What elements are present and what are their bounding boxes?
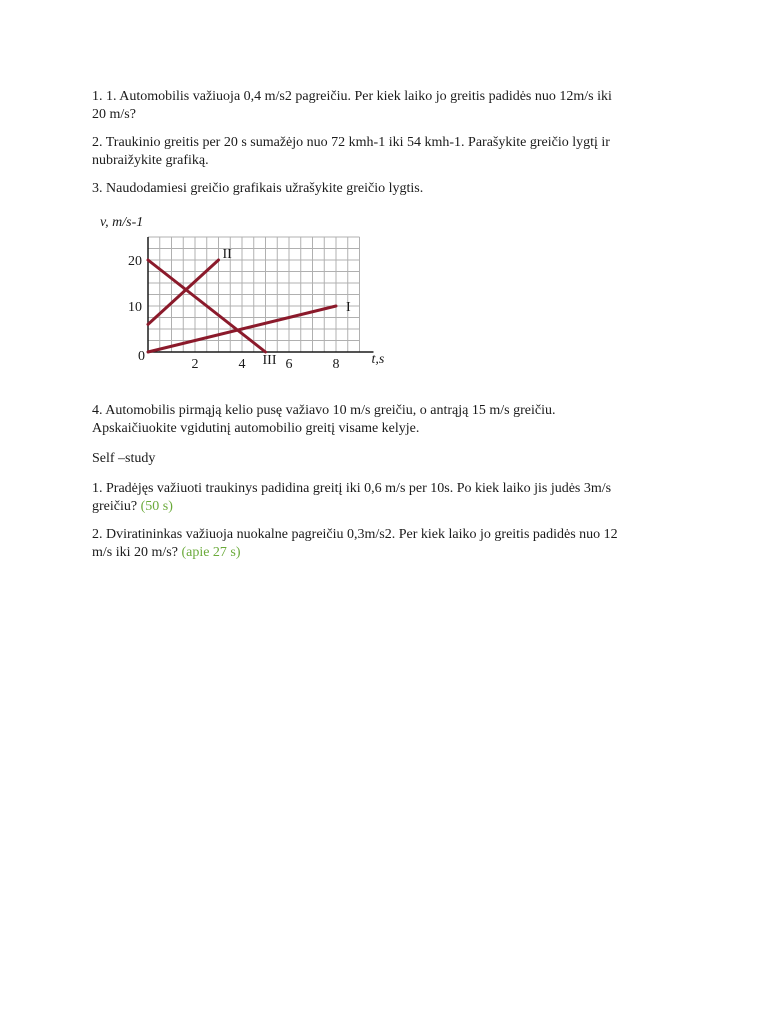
x-tick-label: 6 (285, 357, 293, 372)
self-study-1-answer: (50 s) (140, 499, 173, 514)
question-1-line-2: 20 m/s? (92, 107, 136, 122)
origin-label: 0 (138, 349, 145, 364)
question-3: 3. Naudodamiesi greičio grafikais užrašykite greičio lygtis. (92, 181, 424, 196)
question-2-line-2: nubraižykite grafiką. (92, 153, 209, 168)
series-label: I (346, 300, 351, 315)
x-tick-label: 4 (238, 357, 246, 372)
y-axis-label: v, m/s-1 (100, 215, 144, 230)
question-4-line-1: 4. Automobilis pirmąją kelio pusę važiavo 10 m/s greičiu, o antrąją 15 m/s greičiu. (92, 403, 556, 418)
self-study-1-text: greičiu? (92, 499, 138, 514)
document-body (92, 88, 682, 198)
velocity-chart (92, 208, 392, 378)
x-axis-label: t,s (371, 352, 385, 367)
question-4-line-2: Apskaičiuokite vgidutinį automobilio greitį visame kelyje. (92, 421, 420, 436)
question-2-line-1: 2. Traukinio greitis per 20 s sumažėjo nuo 72 kmh-1 iki 54 kmh-1. Parašykite greičio lygtį ir (92, 135, 610, 150)
self-study-1-line-1: 1. Pradėjęs važiuoti traukinys padidina greitį iki 0,6 m/s per 10s. Po kiek laiko jis judės 3m/s (92, 481, 612, 496)
velocity-chart-svg (92, 208, 392, 378)
series-label: III (262, 353, 277, 368)
y-tick-label: 20 (128, 254, 142, 269)
series-label: II (222, 247, 232, 262)
x-tick-label: 8 (332, 357, 340, 372)
x-tick-label: 2 (191, 357, 199, 372)
self-study-2-text: m/s iki 20 m/s? (92, 545, 178, 560)
question-1-line-1: 1. 1. Automobilis važiuoja 0,4 m/s2 pagreičiu. Per kiek laiko jo greitis padidės nuo 12m/s iki (92, 89, 612, 104)
self-study-1-line-2 (92, 498, 682, 516)
y-tick-label: 10 (128, 300, 142, 315)
self-study-2-answer: (apie 27 s) (181, 545, 241, 560)
self-study-heading: Self –study (92, 451, 156, 466)
self-study-2-line-1: 2. Dviratininkas važiuoja nuokalne pagreičiu 0,3m/s2. Per kiek laiko jo greitis padidės nuo 12 (92, 527, 618, 542)
document-body-lower (92, 402, 682, 562)
self-study-2-line-2 (92, 544, 682, 562)
